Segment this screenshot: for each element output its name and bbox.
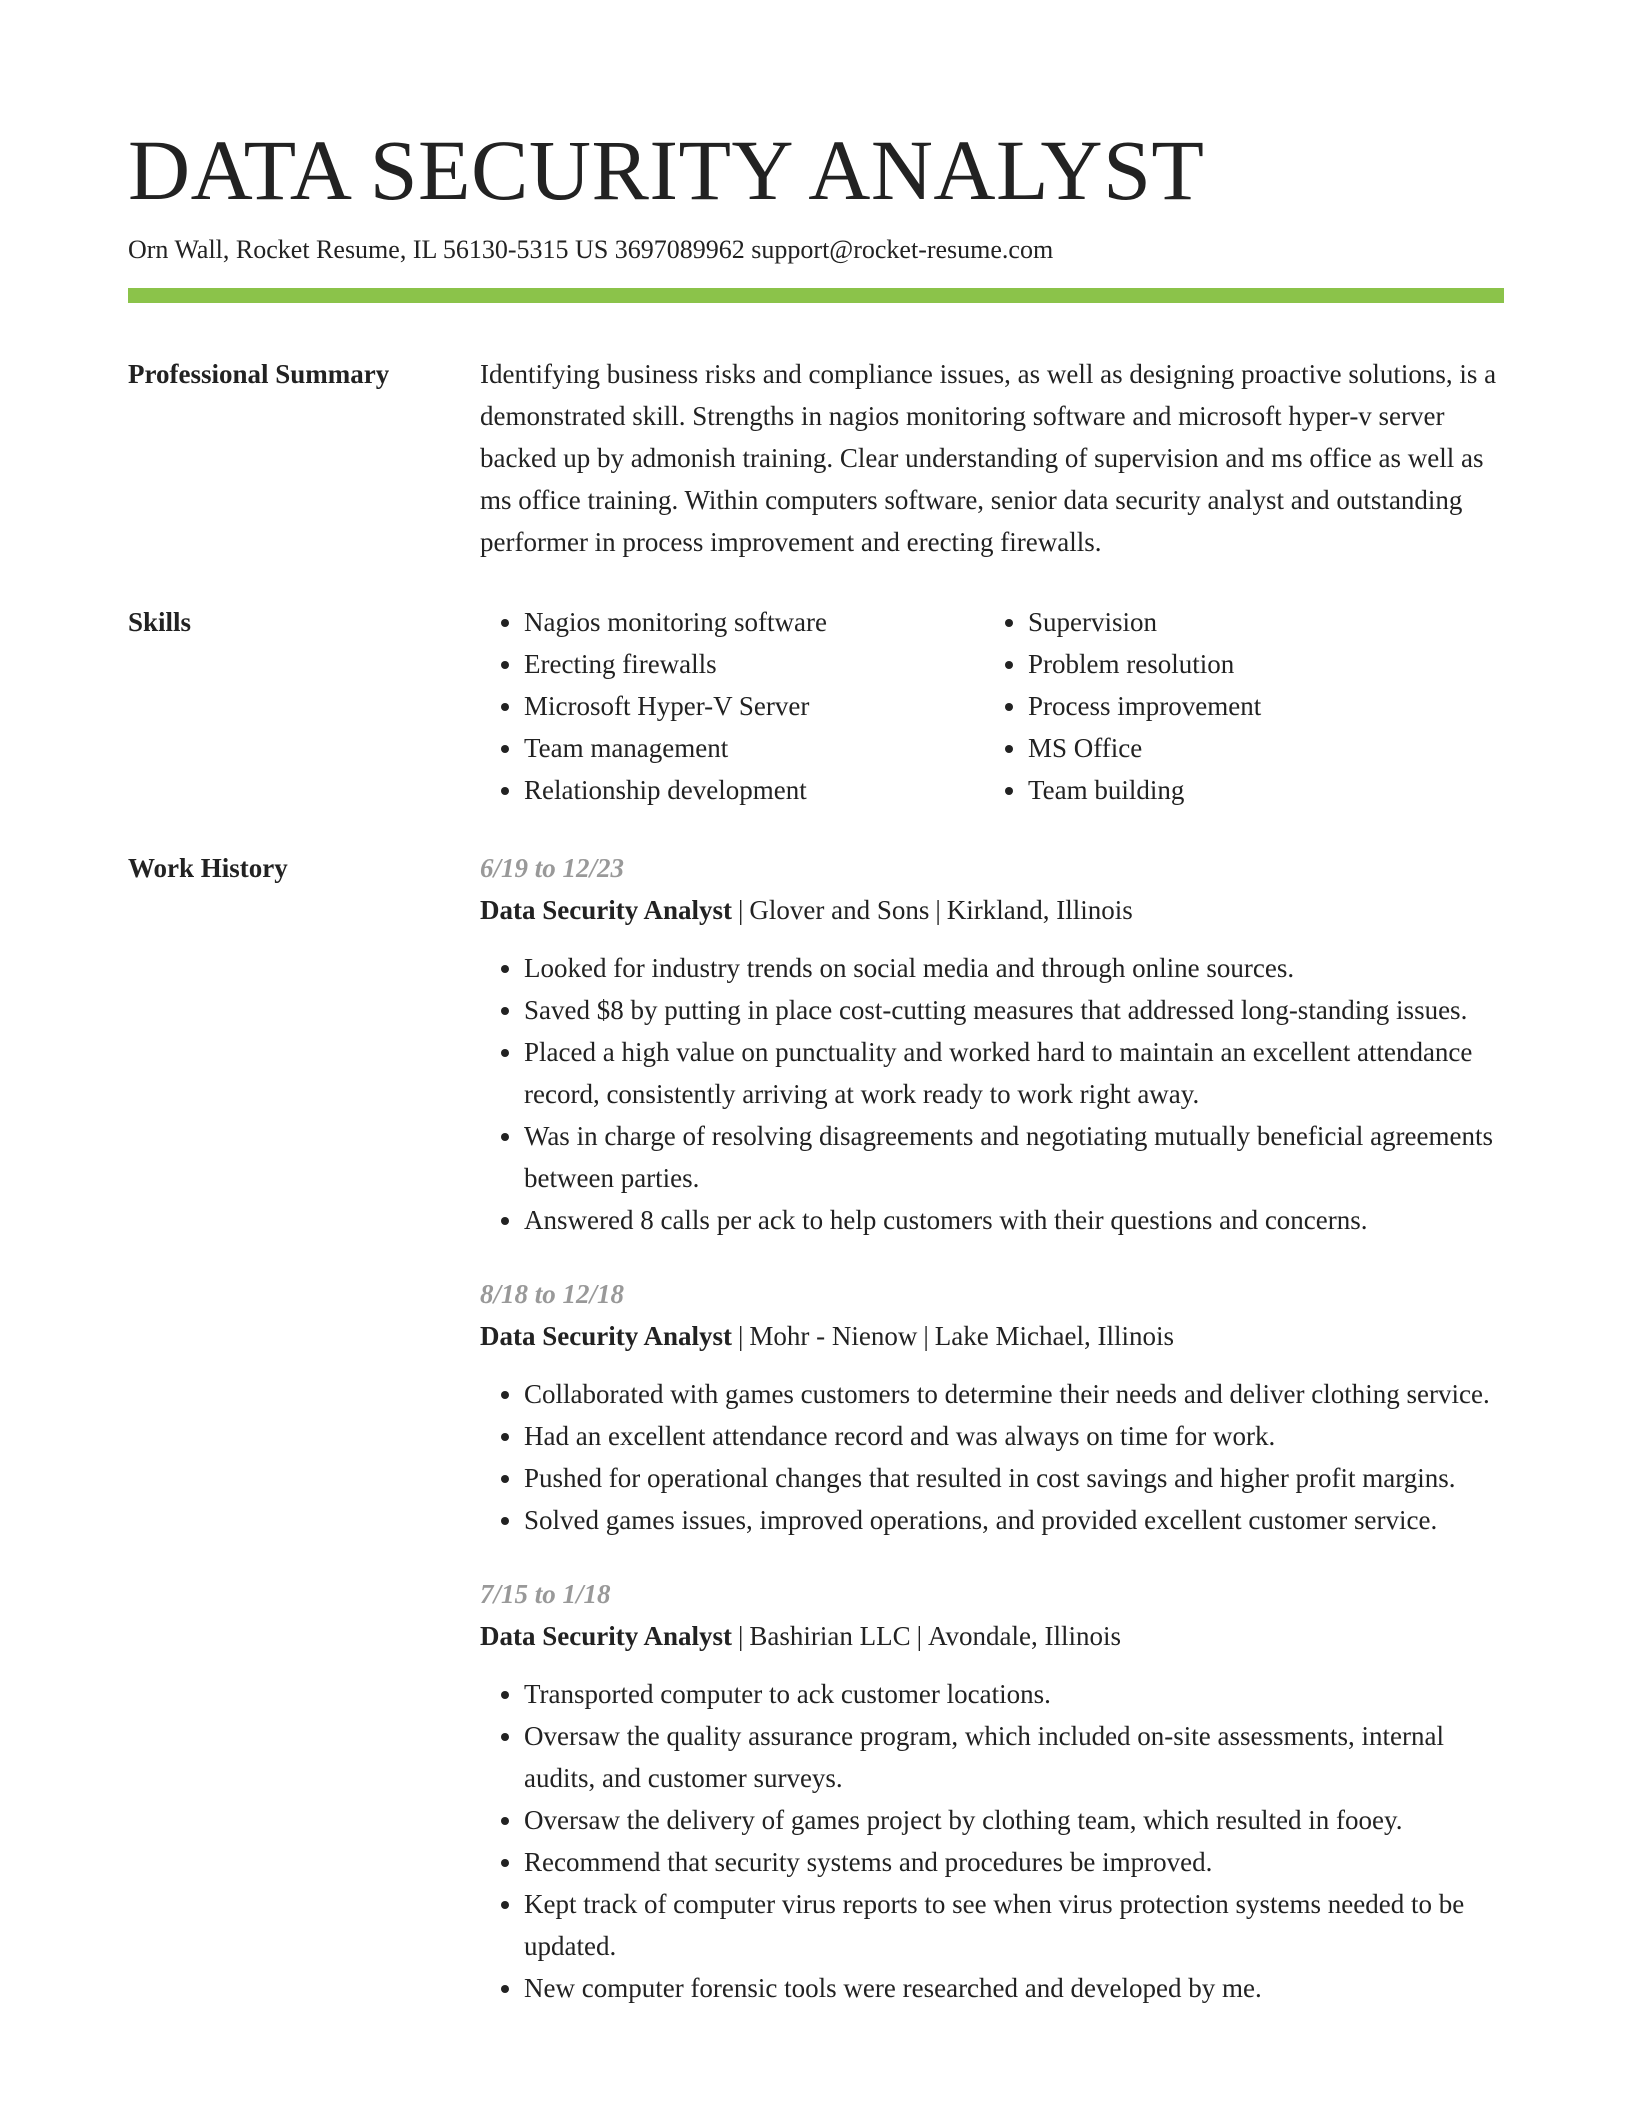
job-header bbox=[480, 1315, 1504, 1357]
job-location: Kirkland, Illinois bbox=[946, 895, 1133, 925]
skill-item: • Erecting firewalls bbox=[524, 643, 984, 685]
skill-item: • MS Office bbox=[1028, 727, 1488, 769]
contact-line: Orn Wall, Rocket Resume, IL 56130-5315 US 3697089962 support@rocket-resume.com bbox=[128, 235, 1054, 264]
separator: | bbox=[738, 1621, 744, 1651]
job-header bbox=[480, 889, 1504, 931]
job-bullets bbox=[480, 947, 1504, 1241]
skill-item: • Team building bbox=[1028, 769, 1488, 811]
separator: | bbox=[916, 1621, 923, 1651]
skill-item: • Nagios monitoring software bbox=[524, 601, 984, 643]
job-bullet: • New computer forensic tools were researched and developed by me. bbox=[524, 1967, 1504, 2009]
separator: | bbox=[738, 1321, 744, 1351]
summary-text: Identifying business risks and compliance issues, as well as designing proactive solutions, is a demonstrated skill. Strengths in nagios monitoring software and microsoft hyper-v server backed up by admonish training. Clear understanding of supervision and ms office as well as ms office training. Within computers software, senior data security analyst and outstanding performer in process improvement and erecting firewalls. bbox=[480, 359, 1497, 557]
job-bullet: • Had an excellent attendance record and was always on time for work. bbox=[524, 1415, 1504, 1457]
skill-item: • Supervision bbox=[1028, 601, 1488, 643]
job-dates: 7/15 to 1/18 bbox=[480, 1579, 611, 1609]
job-bullet: • Was in charge of resolving disagreements and negotiating mutually beneficial agreements between parties. bbox=[524, 1115, 1504, 1199]
accent-divider bbox=[128, 288, 1504, 303]
skills-section bbox=[128, 601, 1504, 811]
job-title: Data Security Analyst bbox=[480, 1321, 732, 1351]
job-bullet: • Kept track of computer virus reports to see when virus protection systems needed to be updated. bbox=[524, 1883, 1504, 1967]
job-dates: 8/18 to 12/18 bbox=[480, 1279, 625, 1309]
resume-title: DATA SECURITY ANALYST bbox=[128, 122, 1205, 218]
job-company: Glover and Sons bbox=[749, 895, 930, 925]
job-entry bbox=[480, 847, 1504, 1241]
skills-column-1 bbox=[480, 601, 984, 811]
job-bullet: • Answered 8 calls per ack to help customers with their questions and concerns. bbox=[524, 1199, 1504, 1241]
separator: | bbox=[923, 1321, 929, 1351]
work-history-heading: Work History bbox=[128, 853, 288, 883]
job-bullets bbox=[480, 1373, 1504, 1541]
skill-item: • Microsoft Hyper-V Server bbox=[524, 685, 984, 727]
job-bullet: • Placed a high value on punctuality and worked hard to maintain an excellent attendance record, consistently arriving at work ready to work right away. bbox=[524, 1031, 1504, 1115]
job-bullet: • Looked for industry trends on social media and through online sources. bbox=[524, 947, 1504, 989]
job-location: Avondale, Illinois bbox=[928, 1621, 1122, 1651]
skills-column-2 bbox=[984, 601, 1488, 811]
job-company: Bashirian LLC bbox=[749, 1621, 911, 1651]
job-bullets bbox=[480, 1673, 1504, 2009]
job-location: Lake Michael, Illinois bbox=[934, 1321, 1174, 1351]
skill-item: • Team management bbox=[524, 727, 984, 769]
skills-heading: Skills bbox=[128, 607, 192, 637]
job-bullet: • Pushed for operational changes that resulted in cost savings and higher profit margins. bbox=[524, 1457, 1504, 1499]
summary-section bbox=[128, 353, 1504, 563]
separator: | bbox=[738, 895, 744, 925]
job-company: Mohr - Nienow bbox=[749, 1321, 918, 1351]
job-bullet: • Oversaw the quality assurance program, which included on-site assessments, internal audits, and customer surveys. bbox=[524, 1715, 1504, 1799]
job-title: Data Security Analyst bbox=[480, 895, 732, 925]
job-title: Data Security Analyst bbox=[480, 1621, 732, 1651]
summary-heading: Professional Summary bbox=[128, 359, 390, 389]
skill-item: • Problem resolution bbox=[1028, 643, 1488, 685]
job-dates: 6/19 to 12/23 bbox=[480, 853, 625, 883]
job-bullet: • Oversaw the delivery of games project by clothing team, which resulted in fooey. bbox=[524, 1799, 1504, 1841]
job-bullet: • Solved games issues, improved operations, and provided excellent customer service. bbox=[524, 1499, 1504, 1541]
job-header bbox=[480, 1615, 1504, 1657]
job-bullet: • Saved $8 by putting in place cost-cutting measures that addressed long-standing issues. bbox=[524, 989, 1504, 1031]
work-history-section bbox=[128, 847, 1504, 2041]
job-entry bbox=[480, 1273, 1504, 1541]
job-bullet: • Transported computer to ack customer locations. bbox=[524, 1673, 1504, 1715]
separator: | bbox=[935, 895, 941, 925]
job-bullet: • Collaborated with games customers to determine their needs and deliver clothing service. bbox=[524, 1373, 1504, 1415]
job-entry bbox=[480, 1573, 1504, 2009]
job-bullet: • Recommend that security systems and procedures be improved. bbox=[524, 1841, 1504, 1883]
skill-item: • Process improvement bbox=[1028, 685, 1488, 727]
skill-item: • Relationship development bbox=[524, 769, 984, 811]
